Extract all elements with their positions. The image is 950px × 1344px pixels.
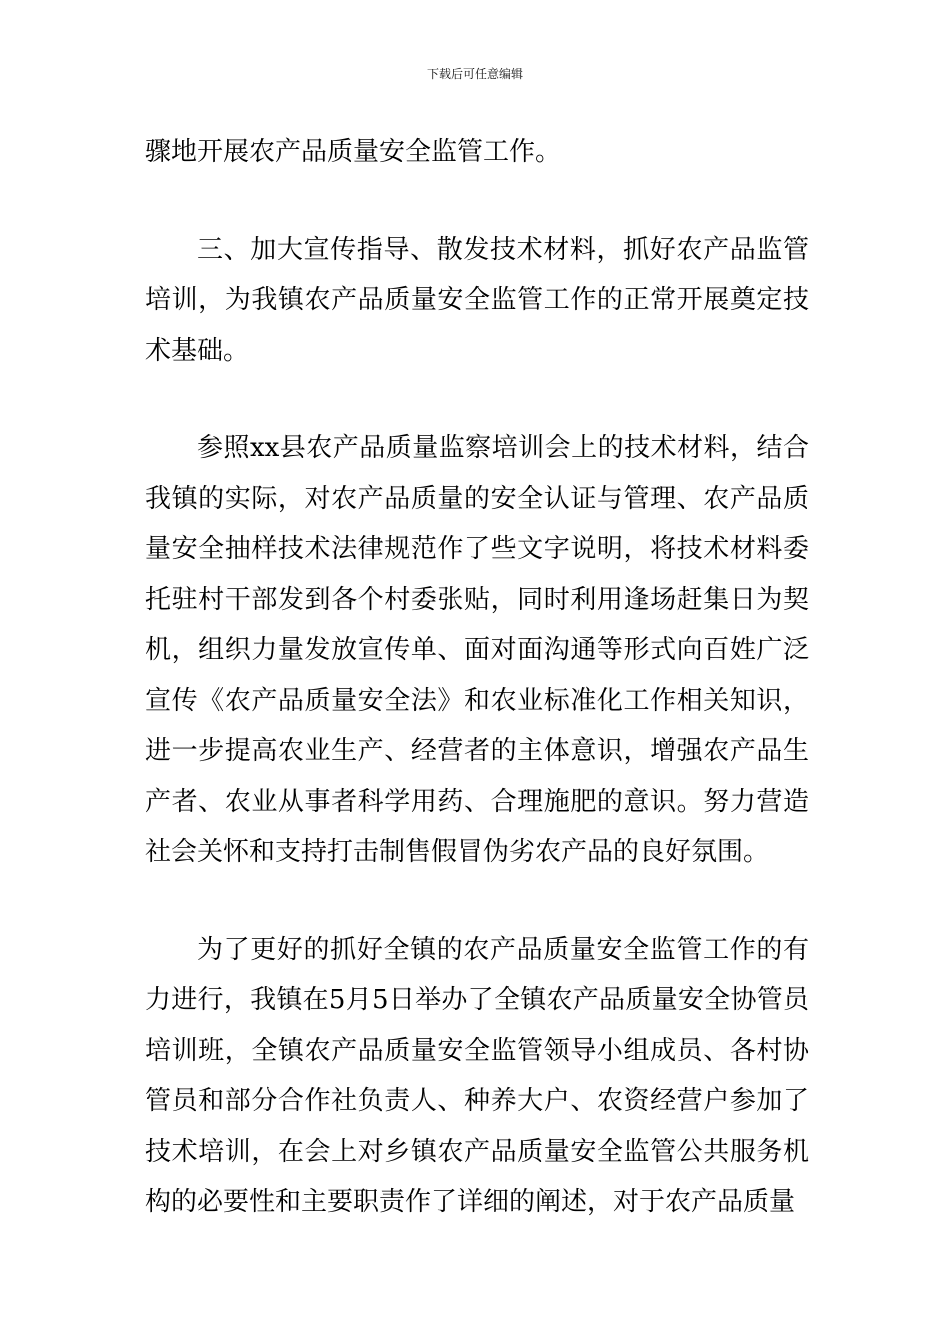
- paragraph-section-three: 三、加大宣传指导、散发技术材料，抓好农产品监管培训，为我镇农产品质量安全监管工作的正常开展奠定技术基础。: [145, 234, 809, 366]
- paragraph-gap: [145, 376, 809, 423]
- document-body: [145, 127, 809, 1228]
- paragraph-gap: [145, 178, 809, 225]
- paragraph-continuation: 骤地开展农产品质量安全监管工作。: [145, 137, 562, 167]
- page-header-note: 下载后可任意编辑: [426, 67, 523, 81]
- paragraph-gap: [145, 878, 809, 925]
- paragraph-reference-materials: 参照xx县农产品质量监察培训会上的技术材料，结合我镇的实际，对农产品质量的安全认证与管理、农产品质量安全抽样技术法律规范作了些文字说明，将技术材料委托驻村干部发到各个村委张贴，同时利用逢场赶集日为契机，组织力量发放宣传单、面对面沟通等形式向百姓广泛宣传《农产品质量安全法》和农业标准化工作相关知识，进一步提高农业生产、经营者的主体意识，增强农产品生产者、农业从事者科学用药、合理施肥的意识。努力营造社会关怀和支持打击制售假冒伪劣农产品的良好氛围。: [145, 433, 809, 867]
- paragraph-training-class: 为了更好的抓好全镇的农产品质量安全监管工作的有力进行，我镇在5月5日举办了全镇农产品质量安全协管员培训班，全镇农产品质量安全监管领导小组成员、各村协管员和部分合作社负责人、种养大户、农资经营户参加了技术培训，在会上对乡镇农产品质量安全监管公共服务机构的必要性和主要职责作了详细的阐述，对于农产品质量: [145, 934, 809, 1217]
